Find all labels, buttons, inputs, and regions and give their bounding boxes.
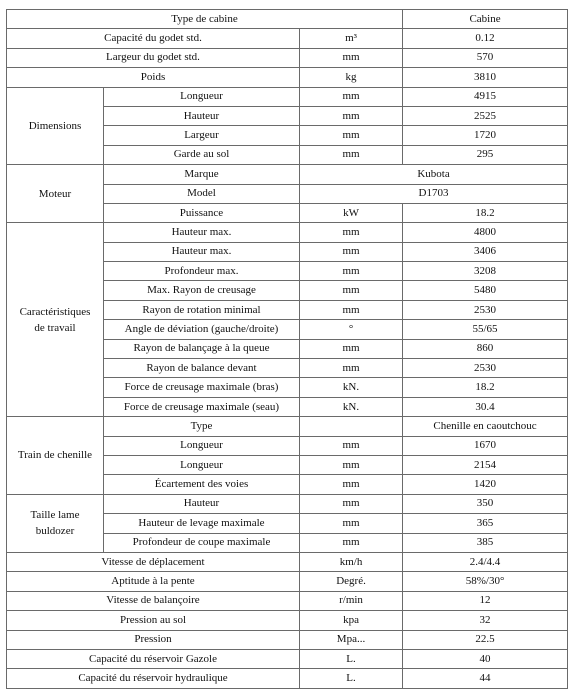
row-unit: mm xyxy=(300,300,403,319)
row-unit: mm xyxy=(300,436,403,455)
row-unit: mm xyxy=(300,145,403,164)
row-label: Capacité du réservoir Gazole xyxy=(7,649,300,668)
row-unit xyxy=(300,417,403,436)
group-title-line: de travail xyxy=(34,321,76,334)
row-unit: Mpa... xyxy=(300,630,403,649)
group-title-train: Train de chenille xyxy=(7,417,104,495)
row-value: 1720 xyxy=(403,126,568,145)
table-row xyxy=(7,572,568,591)
row-label: Profondeur de coupe maximale xyxy=(104,533,300,552)
row-unit: mm xyxy=(300,106,403,125)
row-unit: kN. xyxy=(300,378,403,397)
row-label: Capacité du godet std. xyxy=(7,29,300,48)
row-value: 55/65 xyxy=(403,320,568,339)
row-label: Pression au sol xyxy=(7,611,300,630)
row-value: 1670 xyxy=(403,436,568,455)
table-row xyxy=(7,630,568,649)
row-label: Force de creusage maximale (bras) xyxy=(104,378,300,397)
row-unit: L. xyxy=(300,649,403,668)
row-unit: r/min xyxy=(300,591,403,610)
row-label: Largeur du godet std. xyxy=(7,48,300,67)
table-row xyxy=(7,165,568,184)
row-unit: kg xyxy=(300,68,403,87)
table-row xyxy=(7,494,568,513)
row-value: 12 xyxy=(403,591,568,610)
row-value: 350 xyxy=(403,494,568,513)
row-value: 365 xyxy=(403,514,568,533)
row-value: 3406 xyxy=(403,242,568,261)
row-label: Écartement des voies xyxy=(104,475,300,494)
row-unit: m³ xyxy=(300,29,403,48)
row-label: Garde au sol xyxy=(104,145,300,164)
row-unit: mm xyxy=(300,514,403,533)
row-value: 18.2 xyxy=(403,378,568,397)
row-label: Angle de déviation (gauche/droite) xyxy=(104,320,300,339)
table-row xyxy=(7,649,568,668)
row-unit: mm xyxy=(300,281,403,300)
row-unit: mm xyxy=(300,87,403,106)
row-unit: kpa xyxy=(300,611,403,630)
table-row xyxy=(7,591,568,610)
row-label: Longueur xyxy=(104,436,300,455)
row-unit: mm xyxy=(300,533,403,552)
row-value: 2530 xyxy=(403,300,568,319)
row-value: 3810 xyxy=(403,68,568,87)
row-value: 32 xyxy=(403,611,568,630)
row-label: Rayon de balance devant xyxy=(104,359,300,378)
row-label: Largeur xyxy=(104,126,300,145)
table-row xyxy=(7,552,568,571)
row-unit: km/h xyxy=(300,552,403,571)
row-label: Hauteur xyxy=(104,494,300,513)
row-value: 2530 xyxy=(403,359,568,378)
group-title-line: buldozer xyxy=(35,525,75,538)
row-unit: mm xyxy=(300,223,403,242)
row-value: 2154 xyxy=(403,455,568,474)
row-label: Hauteur xyxy=(104,106,300,125)
row-unit: Degré. xyxy=(300,572,403,591)
row-label: Puissance xyxy=(104,203,300,222)
row-unit: kN. xyxy=(300,397,403,416)
row-label: Pression xyxy=(7,630,300,649)
row-unit: L. xyxy=(300,669,403,689)
row-label: Force de creusage maximale (seau) xyxy=(104,397,300,416)
group-title-line: Taille lame xyxy=(30,509,80,522)
group-title-line: Caractéristiques xyxy=(19,305,91,318)
row-value: 5480 xyxy=(403,281,568,300)
row-value: 30.4 xyxy=(403,397,568,416)
table-row xyxy=(7,669,568,689)
row-label: Rayon de balançage à la queue xyxy=(104,339,300,358)
row-unit: mm xyxy=(300,475,403,494)
row-value: 18.2 xyxy=(403,203,568,222)
row-label: Profondeur max. xyxy=(104,262,300,281)
row-unit: mm xyxy=(300,494,403,513)
spec-table xyxy=(6,9,568,689)
group-title-dimensions: Dimensions xyxy=(7,87,104,165)
row-value: 2.4/4.4 xyxy=(403,552,568,571)
table-row xyxy=(7,611,568,630)
table-row xyxy=(7,10,568,29)
row-label: Longueur xyxy=(104,455,300,474)
row-value: 40 xyxy=(403,649,568,668)
row-label: Vitesse de balançoire xyxy=(7,591,300,610)
row-unit: mm xyxy=(300,262,403,281)
row-label: Type de cabine xyxy=(7,10,403,29)
row-label: Max. Rayon de creusage xyxy=(104,281,300,300)
row-value: 22.5 xyxy=(403,630,568,649)
row-unit: mm xyxy=(300,126,403,145)
row-value: 3208 xyxy=(403,262,568,281)
group-title-moteur: Moteur xyxy=(7,165,104,223)
table-row xyxy=(7,417,568,436)
row-label: Longueur xyxy=(104,87,300,106)
group-title-lame xyxy=(7,494,104,552)
row-value: 860 xyxy=(403,339,568,358)
row-label: Hauteur de levage maximale xyxy=(104,514,300,533)
row-value: Kubota xyxy=(300,165,568,184)
row-value: 570 xyxy=(403,48,568,67)
row-unit: mm xyxy=(300,242,403,261)
row-label: Vitesse de déplacement xyxy=(7,552,300,571)
row-label: Model xyxy=(104,184,300,203)
row-value: 4800 xyxy=(403,223,568,242)
row-value: 4915 xyxy=(403,87,568,106)
row-value: Cabine xyxy=(403,10,568,29)
table-row xyxy=(7,48,568,67)
row-value: 1420 xyxy=(403,475,568,494)
row-value: 0.12 xyxy=(403,29,568,48)
row-unit: kW xyxy=(300,203,403,222)
row-label: Capacité du réservoir hydraulique xyxy=(7,669,300,689)
row-value: 2525 xyxy=(403,106,568,125)
row-value: 295 xyxy=(403,145,568,164)
row-label: Hauteur max. xyxy=(104,223,300,242)
row-label: Rayon de rotation minimal xyxy=(104,300,300,319)
row-unit: ° xyxy=(300,320,403,339)
row-value: Chenille en caoutchouc xyxy=(403,417,568,436)
table-row xyxy=(7,87,568,106)
row-unit: mm xyxy=(300,48,403,67)
row-label: Hauteur max. xyxy=(104,242,300,261)
table-row xyxy=(7,223,568,242)
row-label: Type xyxy=(104,417,300,436)
table-row xyxy=(7,29,568,48)
row-label: Marque xyxy=(104,165,300,184)
row-value: D1703 xyxy=(300,184,568,203)
table-row xyxy=(7,68,568,87)
row-value: 58%/30° xyxy=(403,572,568,591)
row-value: 385 xyxy=(403,533,568,552)
group-title-travail xyxy=(7,223,104,417)
row-unit: mm xyxy=(300,455,403,474)
row-label: Aptitude à la pente xyxy=(7,572,300,591)
row-label: Poids xyxy=(7,68,300,87)
row-value: 44 xyxy=(403,669,568,689)
row-unit: mm xyxy=(300,339,403,358)
row-unit: mm xyxy=(300,359,403,378)
